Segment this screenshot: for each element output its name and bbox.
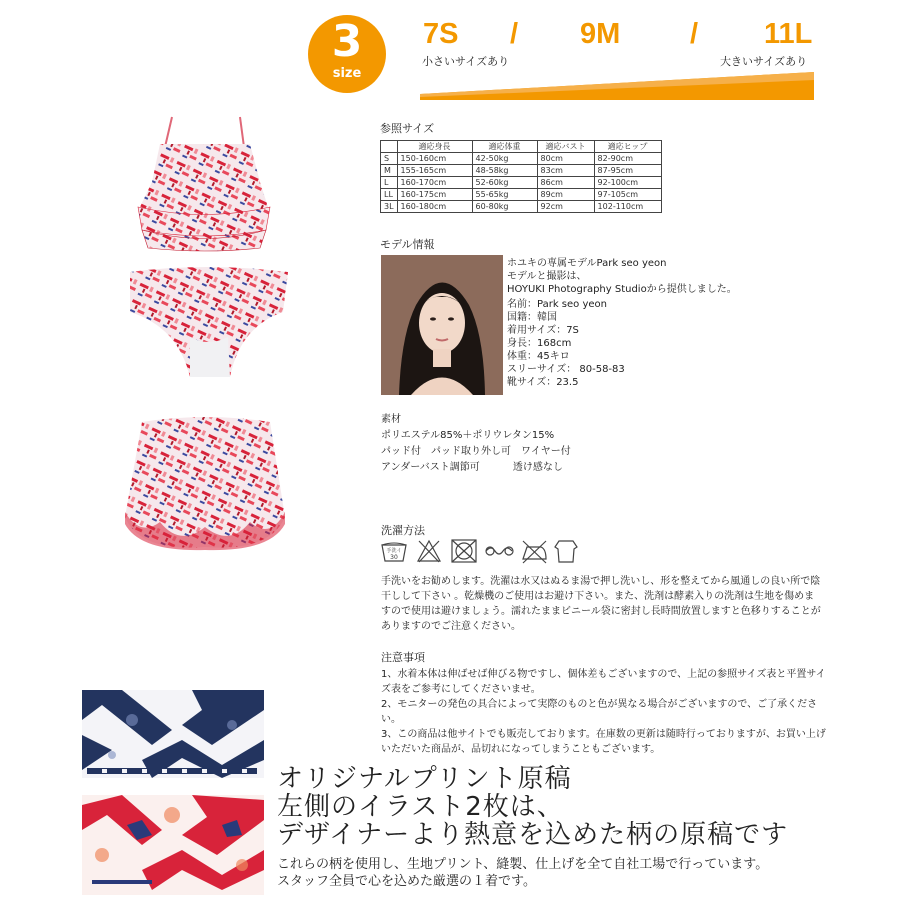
size-label-7s: 7S [423,18,459,50]
table-row [381,165,662,177]
hand-wash-label: 手洗イ [386,548,402,554]
table-cell: 86cm [537,177,594,189]
table-cell: 52-60kg [472,177,537,189]
table-cell: 48-58kg [472,165,537,177]
table-header-cell: 適応体重 [472,141,537,153]
no-bleach-icon [418,541,440,562]
heading-line: デザイナーより熱意を込めた柄の原稿です [277,820,789,850]
table-cell: 89cm [537,189,594,201]
table-cell: 83cm [537,165,594,177]
table-header-row [381,141,662,153]
list-item: 2、モニターの発色の具合によって実際のものと色が異なる場合がございますので、ご了承ください。 [381,699,818,725]
table-header-cell: 適応ヒップ [594,141,661,153]
table-row [381,189,662,201]
size-reference-table [380,140,662,213]
model-info-line: ホユキの専属モデルPark seo yeon [507,258,667,269]
model-info-line: モデルと撮影は、 [507,271,587,282]
table-cell: S [381,153,398,165]
material-features: アンダーバスト調節可 透け感なし [381,462,563,473]
original-print-heading [277,765,788,849]
cautions-title: 注意事項 [381,651,425,664]
model-info-line: スリーサイズ： 80-58-83 [507,364,625,375]
material-title: 素材 [381,414,401,425]
model-info-title: モデル情報 [380,238,435,251]
artwork-blue-pattern [82,690,264,778]
size-separator: / [510,18,519,50]
table-cell: LL [381,189,398,201]
table-cell: 42-50kg [472,153,537,165]
care-symbols [381,537,581,565]
model-info-line: 身長：168cm [507,338,572,349]
hand-wash-temperature: 30 [390,554,398,561]
table-row [381,177,662,189]
table-cell: 160-175cm [397,189,472,201]
badge-number: 3 [331,16,363,67]
size-label-9m: 9M [580,18,621,50]
swimsuit-product-illustration [120,112,295,557]
table-header-cell [381,141,398,153]
no-wring-icon [486,547,513,555]
table-cell: 80cm [537,153,594,165]
table-cell: 92cm [537,201,594,213]
table-cell: 87-95cm [594,165,661,177]
table-cell: 3L [381,201,398,213]
table-cell: 150-160cm [397,153,472,165]
table-row [381,153,662,165]
table-header-cell: 適応身長 [397,141,472,153]
table-cell: 160-170cm [397,177,472,189]
list-item: 1、水着本体は伸ばせば伸びる物ですし、個体差もございますので、上記の参照サイズ表と平置サイズ表をご参考にしてくださいませ。 [381,669,826,695]
model-details [507,257,737,389]
table-cell: L [381,177,398,189]
table-cell: 55-65kg [472,189,537,201]
washing-title: 洗濯方法 [381,524,425,537]
hand-wash-30-icon [382,543,406,561]
size-reference-title: 参照サイズ [380,122,435,135]
table-row [381,201,662,213]
badge-unit: size [332,66,362,81]
table-cell: 160-180cm [397,201,472,213]
large-size-note: 大きいサイズあり [720,55,808,68]
material-section [381,412,571,476]
small-size-note: 小さいサイズあり [422,55,510,68]
line-dry-icon [555,541,577,562]
table-cell: 97-105cm [594,189,661,201]
size-label-11l: 11L [764,18,813,50]
heading-line: 左側のイラスト2枚は、 [277,792,564,822]
description-line: スタッフ全員で心を込めた厳選の１着です。 [277,874,536,889]
table-cell: 92-100cm [594,177,661,189]
table-cell: 102-110cm [594,201,661,213]
size-separator: / [690,18,699,50]
model-info-line: 着用サイズ：7S [507,325,579,336]
table-cell: 155-165cm [397,165,472,177]
artwork-red-pattern [82,795,264,895]
list-item: 3、この商品は他サイトでも販売しております。在庫数の更新は随時行っておりますが、お買い上げいただいた商品が、品切れになってしまうこともございます。 [381,729,826,755]
heading-line: オリジナルプリント原稿 [277,764,572,794]
model-info-line: 体重：45キロ [507,351,570,362]
size-count-badge [308,15,386,93]
table-cell: 60-80kg [472,201,537,213]
table-header-cell: 適応バスト [537,141,594,153]
original-print-description [277,856,768,890]
no-tumble-dry-icon [452,540,476,562]
model-info-line: 名前：Park seo yeon [507,299,607,310]
header-underline-bar [420,72,814,100]
model-info-line: 靴サイズ：23.5 [507,377,579,388]
material-features: パッド付 パッド取り外し可 ワイヤー付 [381,446,571,457]
table-cell: 82-90cm [594,153,661,165]
no-iron-icon [523,541,546,563]
model-info-line: HOYUKI Photography Studioから提供しました。 [507,284,737,295]
washing-instructions: 手洗いをお勧めします。洗濯は水又はぬるま湯で押し洗いし、形を整えてから風通しの良い所で陰干しして下さい 。乾燥機のご使用はお避け下さい。また、洗剤は酵素入りの洗剤は生地を傷めますので使用は避けましょう。濡れたままビニール袋に密封し長時間放置しますと色移りすることがありますのでご注意ください。 [381,576,821,632]
model-photo [381,255,503,395]
material-composition: ポリエステル85%＋ポリウレタン15% [381,430,555,441]
cautions-list [381,667,826,757]
table-cell: M [381,165,398,177]
description-line: これらの柄を使用し、生地プリント、縫製、仕上げを全て自社工場で行っています。 [277,857,769,872]
model-info-line: 国籍：韓国 [507,312,557,323]
